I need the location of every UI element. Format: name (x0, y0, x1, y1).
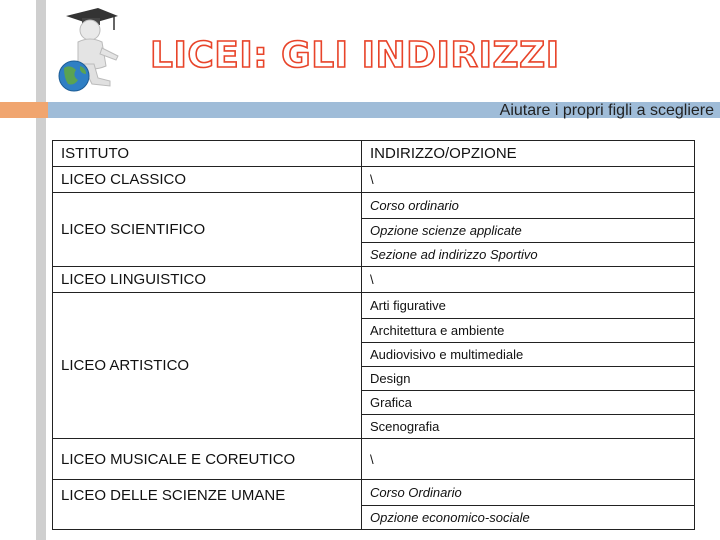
graduate-figure-globe-icon (52, 4, 128, 96)
indirizzo-cell: \ (362, 267, 695, 293)
indirizzo-cell: \ (362, 167, 695, 193)
istituto-cell: LICEO ARTISTICO (53, 293, 362, 439)
table-row (53, 193, 695, 219)
istituto-cell: LICEO DELLE SCIENZE UMANE (53, 480, 362, 530)
istituto-cell: LICEO SCIENTIFICO (53, 193, 362, 267)
indirizzo-cell: Design (362, 367, 695, 391)
table-row (53, 439, 695, 480)
indirizzo-cell: Architettura e ambiente (362, 319, 695, 343)
page-subtitle: Aiutare i propri figli a scegliere (499, 102, 714, 119)
column-header-indirizzo: INDIRIZZO/OPZIONE (362, 141, 695, 167)
table-row (53, 293, 695, 319)
table-row (53, 480, 695, 506)
indirizzo-cell: Corso ordinario (362, 193, 695, 219)
indirizzo-cell: Sezione ad indirizzo Sportivo (362, 243, 695, 267)
indirizzo-cell: \ (362, 439, 695, 480)
indirizzo-cell: Opzione scienze applicate (362, 219, 695, 243)
indirizzo-cell: Arti figurative (362, 293, 695, 319)
table-header-row (53, 141, 695, 167)
indirizzo-cell: Corso Ordinario (362, 480, 695, 506)
table-row (53, 267, 695, 293)
indirizzo-cell: Audiovisivo e multimediale (362, 343, 695, 367)
indirizzo-cell: Opzione economico-sociale (362, 506, 695, 530)
table-row (53, 167, 695, 193)
indirizzo-cell: Scenografia (362, 415, 695, 439)
licei-table (52, 140, 695, 530)
istituto-cell: LICEO MUSICALE E COREUTICO (53, 439, 362, 480)
header-rule-orange (0, 102, 48, 118)
indirizzo-cell: Grafica (362, 391, 695, 415)
left-accent-bar (36, 0, 46, 540)
istituto-cell: LICEO LINGUISTICO (53, 267, 362, 293)
page-title: LICEI: GLI INDIRIZZI (150, 35, 560, 76)
istituto-cell: LICEO CLASSICO (53, 167, 362, 193)
column-header-istituto: ISTITUTO (53, 141, 362, 167)
